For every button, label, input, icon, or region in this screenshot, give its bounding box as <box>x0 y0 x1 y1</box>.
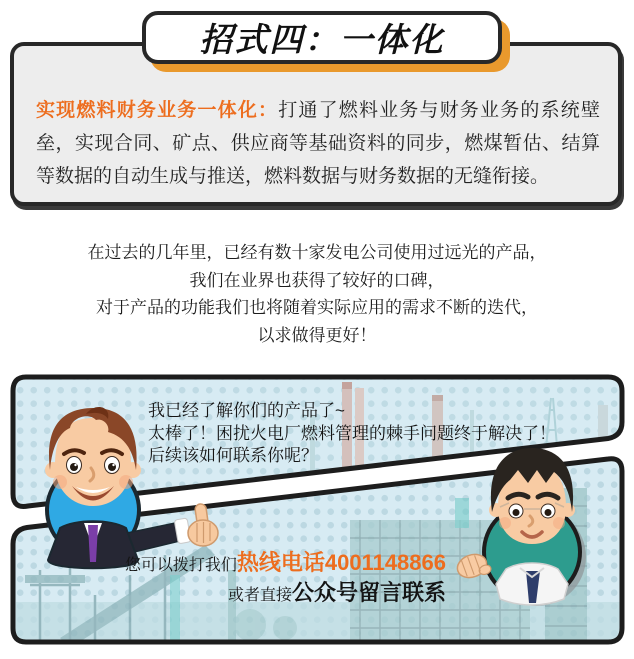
paragraph-line: 在过去的几年里，已经有数十家发电公司使用过远光的产品， <box>87 243 547 262</box>
dialog-bubble-text <box>148 400 556 468</box>
intro-box <box>10 42 622 206</box>
page-title: 招式四：一体化 <box>199 21 445 58</box>
middle-paragraph <box>0 239 634 349</box>
contact-or: 或者直接 <box>227 587 292 604</box>
official-account-text: 公众号留言联系 <box>291 580 446 605</box>
intro-text <box>36 94 600 193</box>
intro-body: 打通了燃料业务与财务业务的系统壁垒，实现合同、矿点、供应商等基础资料的同步，燃煤暂估、结算等数据的自动生成与推送，燃料数据与财务数据的无缝衔接。 <box>36 100 600 187</box>
paragraph-line: 以求做得更好！ <box>257 325 377 345</box>
paragraph-line: 对于产品的功能我们也将随着实际应用的需求不断的迭代， <box>96 298 538 317</box>
title-badge <box>142 11 502 64</box>
dialog-line: 我已经了解你们的产品了~ <box>148 401 345 420</box>
dialog-line: 太棒了！困扰火电厂燃料管理的棘手问题终于解决了！ <box>148 423 556 443</box>
chat-scene <box>0 370 634 659</box>
hotline-number: 热线电话4001148866 <box>236 550 446 575</box>
dialog-line: 后续该如何联系你呢？ <box>148 446 318 465</box>
intro-lead: 实现燃料财务业务一体化： <box>36 100 279 121</box>
contact-text <box>110 549 446 609</box>
contact-prefix: 您可以拨打我们 <box>124 557 237 574</box>
paragraph-line: 我们在业界也获得了较好的口碑， <box>189 270 445 290</box>
